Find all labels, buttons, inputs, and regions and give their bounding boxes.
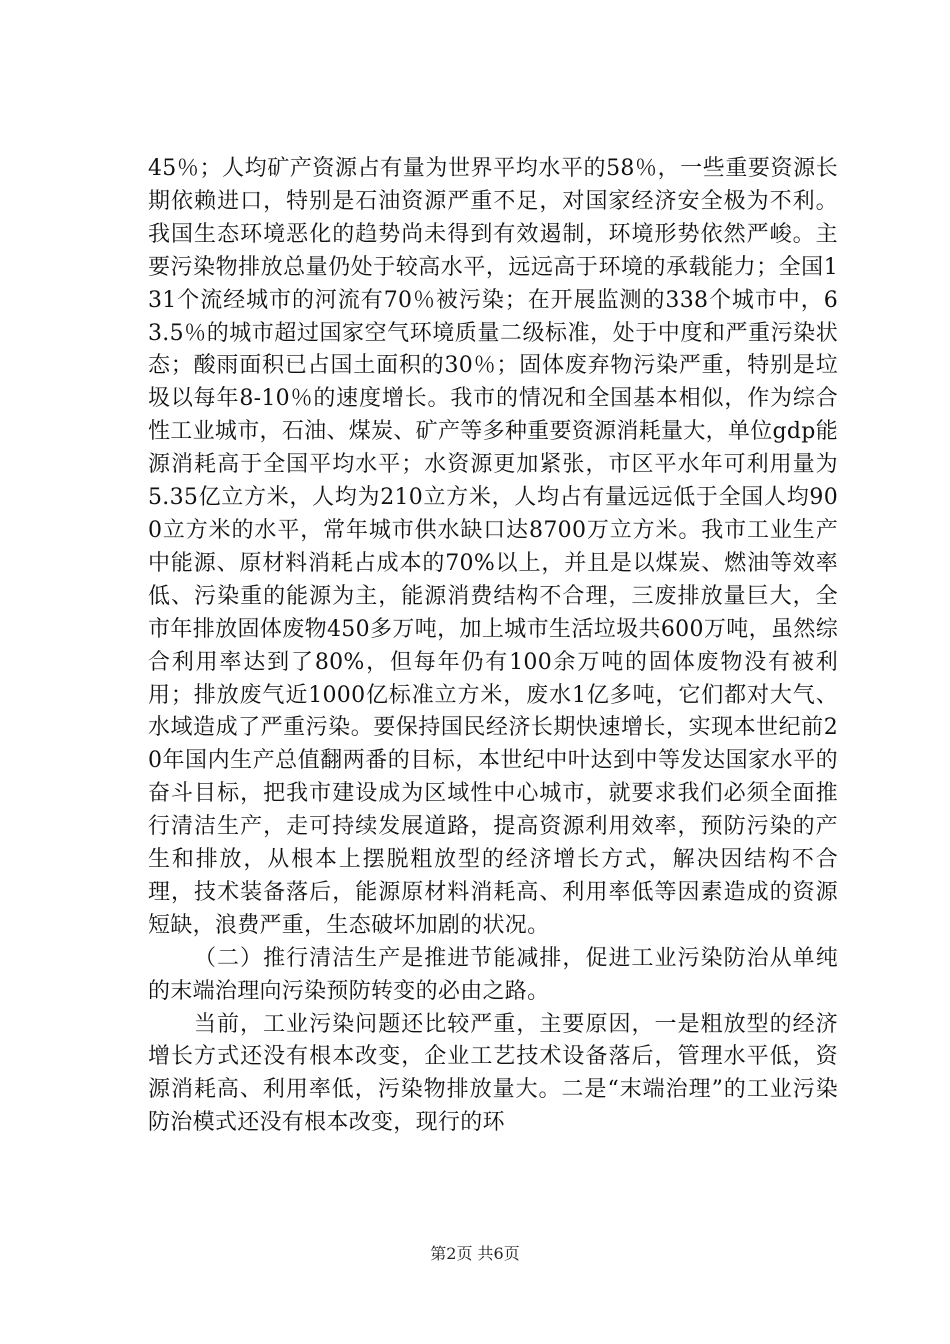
document-body — [148, 153, 838, 1140]
section-heading-paragraph: （二）推行清洁生产是推进节能减排，促进工业污染防治从单纯的末端治理向污染预防转变的必由之路。 — [148, 945, 838, 1004]
paragraph-continued: 45％；人均矿产资源占有量为世界平均水平的58％，一些重要资源长期依赖进口，特别是石油资源严重不足，对国家经济安全极为不利。我国生态环境恶化的趋势尚未得到有效遏制，环境形势依然严峻。主要污染物排放总量仍处于较高水平，远远高于环境的承载能力；全国131个流经城市的河流有70％被污染；在开展监测的338个城市中，63.5％的城市超过国家空气环境质量二级标准，处于中度和严重污染状态；酸雨面积已占国土面积的30％；固体废弃物污染严重，特别是垃圾以每年8-10％的速度增长。我市的情况和全国基本相似，作为综合性工业城市，石油、煤炭、矿产等多种重要资源消耗量大，单位gdp能源消耗高于全国平均水平；水资源更加紧张，市区平水年可利用量为5.35亿立方米，人均为210立方米，人均占有量远远低于全国人均900立方米的水平，常年城市供水缺口达8700万立方米。我市工业生产中能源、原材料消耗占成本的70%以上，并且是以煤炭、燃油等效率低、污染重的能源为主，能源消费结构不合理，三废排放量巨大，全市年排放固体废物450多万吨，加上城市生活垃圾共600万吨，虽然综合利用率达到了80%，但每年仍有100余万吨的固体废物没有被利用；排放废气近1000亿标准立方米，废水1亿多吨，它们都对大气、水域造成了严重污染。要保持国民经济长期快速增长，实现本世纪前20年国内生产总值翻两番的目标，本世纪中叶达到中等发达国家水平的奋斗目标，把我市建设成为区域性中心城市，就要求我们必须全面推行清洁生产，走可持续发展道路，提高资源利用效率，预防污染的产生和排放，从根本上摆脱粗放型的经济增长方式，解决因结构不合理，技术装备落后，能源原材料消耗高、利用率低等因素造成的资源短缺，浪费严重，生态破坏加剧的状况。 — [148, 156, 838, 938]
paragraph-current-situation: 当前，工业污染问题还比较严重，主要原因，一是粗放型的经济增长方式还没有根本改变，企业工艺技术设备落后，管理水平低，资源消耗高、利用率低，污染物排放量大。二是“末端治理”的工业污染防治模式还没有根本改变，现行的环 — [148, 1011, 838, 1136]
page-number-footer: 第2页 共6页 — [430, 1244, 520, 1263]
